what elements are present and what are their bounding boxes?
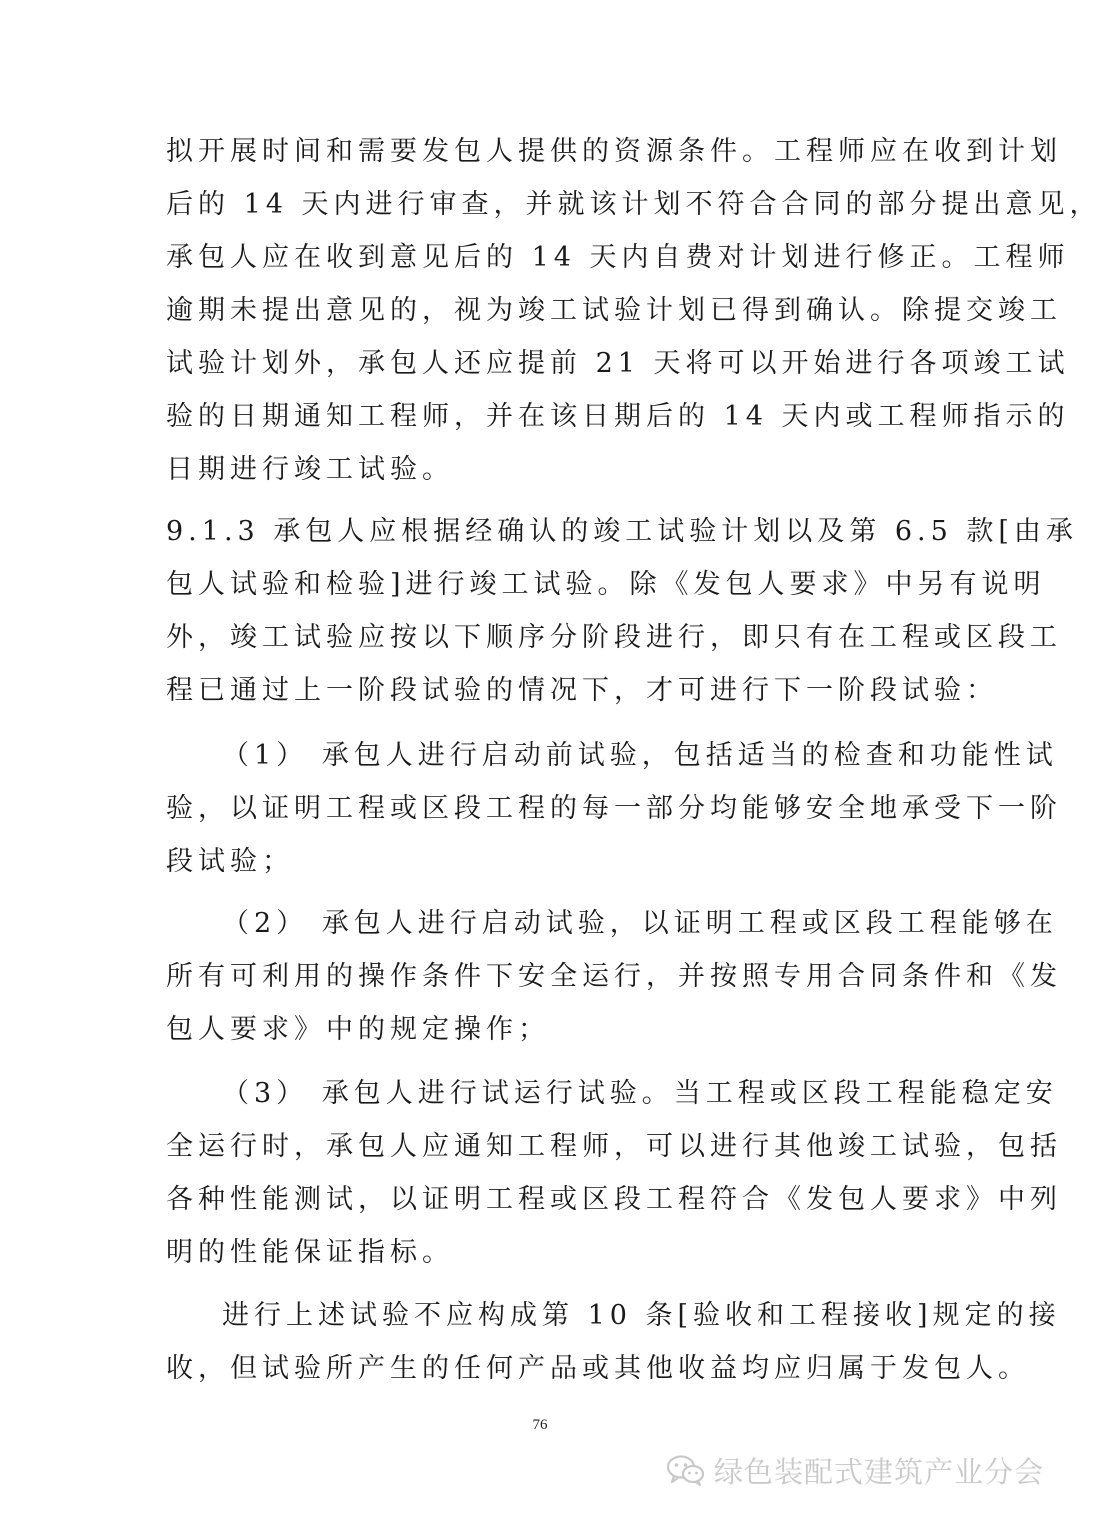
text-line: 外，竣工试验应按以下顺序分阶段进行，即只有在工程或区段工 [166,622,1062,653]
page-number: 76 [532,1417,548,1433]
text-line: 程已通过上一阶段试验的情况下，才可进行下一阶段试验： [166,675,998,706]
text-line: 9.1.3 承包人应根据经确认的竣工试验计划以及第 6.5 款[由承 [166,516,1078,547]
text-line: 进行上述试验不应构成第 10 条[验收和工程接收]规定的接 [222,1300,1061,1331]
text-line: 拟开展时间和需要发包人提供的资源条件。工程师应在收到计划 [166,136,1062,167]
text-line: 验，以证明工程或区段工程的每一部分均能够安全地承受下一阶 [166,793,1062,824]
wechat-icon [666,1453,706,1487]
text-line: 所有可利用的操作条件下安全运行，并按照专用合同条件和《发 [166,961,1062,992]
text-line: 包人试验和检验]进行竣工试验。除《发包人要求》中另有说明 [166,569,1046,600]
text-line: 日期进行竣工试验。 [166,454,454,485]
text-line: 逾期未提出意见的，视为竣工试验计划已得到确认。除提交竣工 [166,295,1062,326]
text-line: 验的日期通知工程师，并在该日期后的 14 天内或工程师指示的 [166,401,1070,432]
text-line: 后的 14 天内进行审查，并就该计划不符合合同的部分提出意见， [166,189,1102,220]
text-line: 包人要求》中的规定操作； [166,1014,550,1045]
text-line: （3） 承包人进行试运行试验。当工程或区段工程能稳定安 [222,1078,1058,1109]
text-line: 明的性能保证指标。 [166,1237,454,1268]
text-line: （1） 承包人进行启动前试验，包括适当的检查和功能性试 [222,740,1058,771]
watermark-text: 绿色装配式建筑产业分会 [713,1454,1044,1489]
text-line: 全运行时，承包人应通知工程师，可以进行其他竣工试验，包括 [166,1131,1062,1162]
watermark [666,1448,1044,1492]
text-line: 收，但试验所产生的任何产品或其他收益均应归属于发包人。 [166,1353,1030,1384]
text-line: 承包人应在收到意见后的 14 天内自费对计划进行修正。工程师 [166,242,1070,273]
text-line: 各种性能测试，以证明工程或区段工程符合《发包人要求》中列 [166,1184,1062,1215]
text-line: 试验计划外，承包人还应提前 21 天将可以开始进行各项竣工试 [166,348,1070,379]
text-line: 段试验； [166,846,294,877]
text-line: （2） 承包人进行启动试验，以证明工程或区段工程能够在 [222,908,1058,939]
